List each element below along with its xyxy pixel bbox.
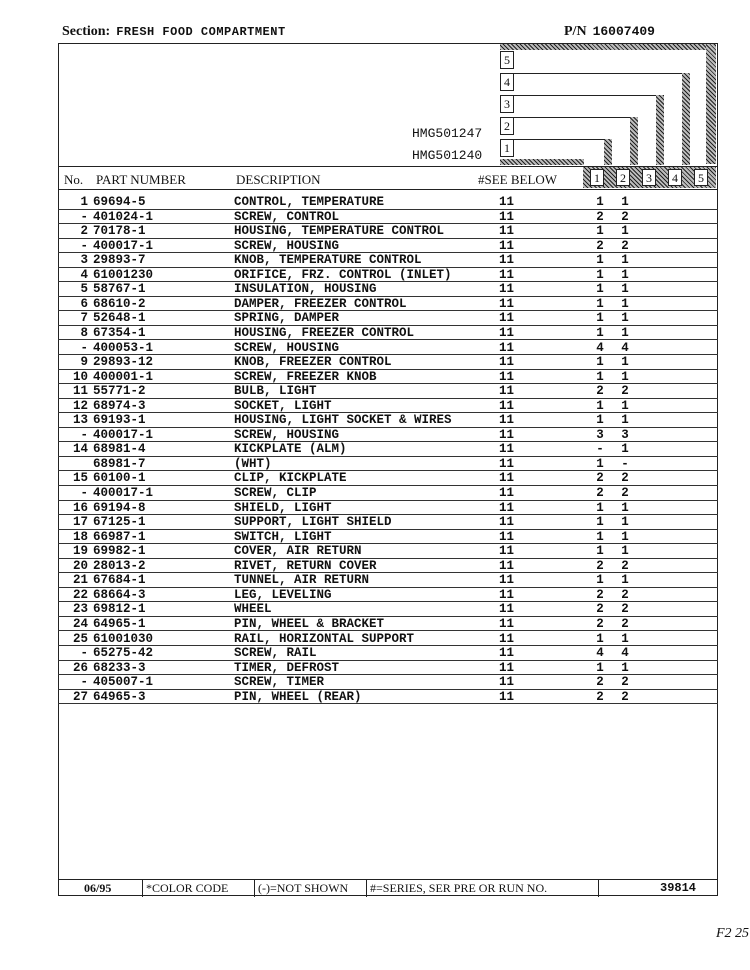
row-series: 11 — [499, 355, 515, 370]
row-qty-series-1: 1 — [596, 573, 604, 588]
row-qty-series-1: 1 — [596, 631, 604, 646]
row-item-number: 20 — [72, 558, 88, 573]
row-part-number: 60100-1 — [93, 471, 146, 486]
row-series: 11 — [499, 282, 515, 297]
table-row — [58, 661, 718, 676]
footer-not-shown: (-)=NOT SHOWN — [258, 881, 349, 895]
row-qty-series-2: 1 — [621, 398, 629, 413]
row-qty-series-1: 1 — [596, 267, 604, 282]
section-heading — [62, 24, 286, 40]
table-row — [58, 632, 718, 647]
row-series: 11 — [499, 325, 515, 340]
row-qty-series-1: 1 — [596, 456, 604, 471]
row-item-number: - — [80, 675, 88, 690]
row-qty-series-1: 2 — [596, 616, 604, 631]
row-qty-series-1: 4 — [596, 646, 604, 661]
series-box-4: 4 — [500, 73, 514, 91]
row-qty-series-1: 2 — [596, 675, 604, 690]
row-part-number: 68974-3 — [93, 398, 146, 413]
row-qty-series-2: 1 — [621, 660, 629, 675]
row-item-number: 18 — [72, 529, 88, 544]
row-qty-series-2: 2 — [621, 558, 629, 573]
row-description: RAIL, HORIZONTAL SUPPORT — [234, 631, 415, 646]
row-item-number: 7 — [80, 311, 88, 326]
row-qty-series-1: 1 — [596, 311, 604, 326]
row-description: SCREW, FREEZER KNOB — [234, 369, 377, 384]
series-box-1: 1 — [500, 139, 514, 157]
row-item-number: 4 — [80, 267, 88, 282]
table-row — [58, 210, 718, 225]
table-row — [58, 326, 718, 341]
row-series: 11 — [499, 616, 515, 631]
col-header-description: DESCRIPTION — [236, 172, 321, 187]
row-part-number: 68981-7 — [93, 456, 146, 471]
row-part-number: 29893-12 — [93, 355, 154, 370]
row-part-number: 400017-1 — [93, 427, 154, 442]
footer-divider — [254, 880, 255, 897]
row-series: 11 — [499, 384, 515, 399]
row-series: 11 — [499, 515, 515, 530]
series-step-line — [514, 117, 634, 118]
row-series: 11 — [499, 500, 515, 515]
row-qty-series-2: 1 — [621, 413, 629, 428]
table-row — [58, 370, 718, 385]
row-part-number: 69193-1 — [93, 413, 146, 428]
row-item-number: 12 — [72, 398, 88, 413]
row-description: BULB, LIGHT — [234, 384, 317, 399]
series-step-line — [514, 95, 660, 96]
row-qty-series-2: 1 — [621, 369, 629, 384]
table-row — [58, 195, 718, 210]
row-part-number: 400017-1 — [93, 486, 154, 500]
row-item-number: 25 — [72, 631, 88, 646]
row-qty-series-1: 1 — [596, 529, 604, 544]
row-part-number: 68610-2 — [93, 296, 146, 311]
table-row — [58, 297, 718, 312]
row-part-number: 67125-1 — [93, 515, 146, 530]
row-qty-series-1: 2 — [596, 486, 604, 500]
series-step-line — [514, 139, 610, 140]
row-description: HOUSING, FREEZER CONTROL — [234, 325, 415, 340]
row-part-number: 70178-1 — [93, 224, 146, 239]
row-part-number: 58767-1 — [93, 282, 146, 297]
row-part-number: 67354-1 — [93, 325, 146, 340]
row-series: 11 — [499, 558, 515, 573]
row-description: LEG, LEVELING — [234, 587, 332, 602]
series-col-3: 3 — [642, 169, 656, 186]
row-series: 11 — [499, 689, 515, 704]
series-graphic-right-band — [706, 44, 716, 164]
row-part-number: 69812-1 — [93, 602, 146, 617]
row-item-number: 5 — [80, 282, 88, 297]
row-series: 11 — [499, 369, 515, 384]
section-value: FRESH FOOD COMPARTMENT — [116, 25, 286, 39]
col-header-part-number: PART NUMBER — [96, 172, 186, 187]
table-row — [58, 239, 718, 254]
row-item-number: 14 — [72, 442, 88, 457]
row-qty-series-2: 4 — [621, 646, 629, 661]
row-qty-series-2: 1 — [621, 195, 629, 209]
table-row — [58, 486, 718, 501]
row-qty-series-1: 2 — [596, 602, 604, 617]
row-part-number: 400017-1 — [93, 238, 154, 253]
row-series: 11 — [499, 602, 515, 617]
row-item-number: - — [80, 209, 88, 224]
corner-mark: F2 25 — [716, 926, 750, 941]
series-graphic-bottom-band — [500, 159, 584, 165]
row-description: ORIFICE, FRZ. CONTROL (INLET) — [234, 267, 452, 282]
row-description: DAMPER, FREEZER CONTROL — [234, 296, 407, 311]
row-qty-series-2: 2 — [621, 587, 629, 602]
row-qty-series-2: 1 — [621, 529, 629, 544]
row-series: 11 — [499, 529, 515, 544]
table-row — [58, 690, 718, 705]
table-row — [58, 588, 718, 603]
footer-bar — [58, 879, 718, 897]
table-row — [58, 530, 718, 545]
row-part-number: 64965-1 — [93, 616, 146, 631]
model-number: HMG501240 — [412, 148, 483, 163]
row-series: 11 — [499, 413, 515, 428]
row-qty-series-1: 1 — [596, 660, 604, 675]
row-qty-series-1: 1 — [596, 195, 604, 209]
row-qty-series-1: 2 — [596, 558, 604, 573]
series-col-1: 1 — [590, 169, 604, 186]
row-item-number: 1 — [80, 195, 88, 209]
row-qty-series-1: 1 — [596, 296, 604, 311]
row-item-number: 23 — [72, 602, 88, 617]
row-series: 11 — [499, 544, 515, 559]
row-item-number: 10 — [72, 369, 88, 384]
row-description: TIMER, DEFROST — [234, 660, 340, 675]
row-qty-series-2: 1 — [621, 515, 629, 530]
table-row — [58, 341, 718, 356]
row-item-number: 6 — [80, 296, 88, 311]
row-series: 11 — [499, 296, 515, 311]
section-label: Section: — [62, 24, 111, 39]
table-row — [58, 646, 718, 661]
row-item-number: 16 — [72, 500, 88, 515]
row-qty-series-2: 2 — [621, 384, 629, 399]
row-description: COVER, AIR RETURN — [234, 544, 362, 559]
series-step-bar — [682, 73, 690, 165]
series-col-2: 2 — [616, 169, 630, 186]
row-qty-series-2: 1 — [621, 282, 629, 297]
row-description: SUPPORT, LIGHT SHIELD — [234, 515, 392, 530]
part-number-heading — [564, 24, 655, 40]
row-item-number: 19 — [72, 544, 88, 559]
row-series: 11 — [499, 587, 515, 602]
row-part-number: 401024-1 — [93, 209, 154, 224]
row-part-number: 69694-5 — [93, 195, 146, 209]
row-item-number: 8 — [80, 325, 88, 340]
table-row — [58, 224, 718, 239]
table-row — [58, 268, 718, 283]
row-description: SCREW, RAIL — [234, 646, 317, 661]
row-item-number: - — [80, 427, 88, 442]
model-number: HMG501247 — [412, 126, 483, 141]
table-row — [58, 428, 718, 443]
row-qty-series-1: 1 — [596, 369, 604, 384]
row-qty-series-1: 1 — [596, 500, 604, 515]
row-series: 11 — [499, 442, 515, 457]
row-part-number: 68233-3 — [93, 660, 146, 675]
row-part-number: 61001030 — [93, 631, 154, 646]
row-qty-series-2: 1 — [621, 267, 629, 282]
row-series: 11 — [499, 675, 515, 690]
table-row — [58, 515, 718, 530]
row-description: SCREW, TIMER — [234, 675, 325, 690]
header-rule-bottom — [58, 189, 718, 190]
row-item-number: 26 — [72, 660, 88, 675]
row-qty-series-2: 1 — [621, 573, 629, 588]
row-description: HOUSING, LIGHT SOCKET & WIRES — [234, 413, 452, 428]
row-item-number: 15 — [72, 471, 88, 486]
row-qty-series-2: 2 — [621, 675, 629, 690]
header-rule-top — [58, 166, 718, 167]
table-row — [58, 253, 718, 268]
series-step-bar — [630, 117, 638, 165]
row-description: PIN, WHEEL (REAR) — [234, 689, 362, 704]
row-description: SCREW, HOUSING — [234, 427, 340, 442]
table-row — [58, 384, 718, 399]
row-qty-series-2: 1 — [621, 631, 629, 646]
row-series: 11 — [499, 631, 515, 646]
row-qty-series-2: 2 — [621, 616, 629, 631]
row-qty-series-2: 1 — [621, 500, 629, 515]
footer-series-note: #=SERIES, SER PRE OR RUN NO. — [370, 881, 548, 895]
row-description: SWITCH, LIGHT — [234, 529, 332, 544]
row-qty-series-2: 3 — [621, 427, 629, 442]
row-qty-series-1: 3 — [596, 427, 604, 442]
row-series: 11 — [499, 311, 515, 326]
table-row — [58, 413, 718, 428]
table-row — [58, 675, 718, 690]
row-qty-series-1: 1 — [596, 544, 604, 559]
row-part-number: 69194-8 — [93, 500, 146, 515]
table-row — [58, 573, 718, 588]
row-description: KNOB, FREEZER CONTROL — [234, 355, 392, 370]
footer-divider — [366, 880, 367, 897]
row-qty-series-2: 2 — [621, 486, 629, 500]
row-description: HOUSING, TEMPERATURE CONTROL — [234, 224, 445, 239]
row-description: SHIELD, LIGHT — [234, 500, 332, 515]
table-row — [58, 442, 718, 457]
row-qty-series-2: 1 — [621, 442, 629, 457]
row-description: CONTROL, TEMPERATURE — [234, 195, 385, 209]
row-part-number: 68664-3 — [93, 587, 146, 602]
row-part-number: 64965-3 — [93, 689, 146, 704]
row-series: 11 — [499, 224, 515, 239]
row-description: PIN, WHEEL & BRACKET — [234, 616, 385, 631]
series-box-3: 3 — [500, 95, 514, 113]
row-series: 11 — [499, 398, 515, 413]
row-series: 11 — [499, 660, 515, 675]
row-item-number: 2 — [80, 224, 88, 239]
row-qty-series-1: 1 — [596, 515, 604, 530]
row-part-number: 400053-1 — [93, 340, 154, 355]
row-qty-series-2: 1 — [621, 355, 629, 370]
row-description: INSULATION, HOUSING — [234, 282, 377, 297]
row-qty-series-2: 1 — [621, 253, 629, 268]
row-description: RIVET, RETURN COVER — [234, 558, 377, 573]
row-qty-series-1: 1 — [596, 398, 604, 413]
row-item-number: 9 — [80, 355, 88, 370]
footer-page-number: 39814 — [660, 881, 697, 895]
row-qty-series-1: - — [596, 442, 604, 457]
row-part-number: 405007-1 — [93, 675, 154, 690]
row-description: CLIP, KICKPLATE — [234, 471, 347, 486]
row-item-number: 17 — [72, 515, 88, 530]
row-qty-series-2: 2 — [621, 471, 629, 486]
row-series: 11 — [499, 340, 515, 355]
row-qty-series-1: 2 — [596, 689, 604, 704]
table-row — [58, 501, 718, 516]
row-item-number: - — [80, 646, 88, 661]
table-row — [58, 311, 718, 326]
row-series: 11 — [499, 427, 515, 442]
pn-label: P/N — [564, 24, 587, 39]
row-series: 11 — [499, 471, 515, 486]
row-qty-series-2: 1 — [621, 325, 629, 340]
row-qty-series-1: 2 — [596, 471, 604, 486]
row-description: SCREW, HOUSING — [234, 340, 340, 355]
row-item-number: 21 — [72, 573, 88, 588]
series-box-5: 5 — [500, 51, 514, 69]
row-item-number: - — [80, 486, 88, 500]
row-part-number: 67684-1 — [93, 573, 146, 588]
row-qty-series-1: 2 — [596, 209, 604, 224]
table-row — [58, 471, 718, 486]
row-description: TUNNEL, AIR RETURN — [234, 573, 370, 588]
row-item-number: 13 — [72, 413, 88, 428]
series-box-2: 2 — [500, 117, 514, 135]
row-qty-series-1: 2 — [596, 384, 604, 399]
col-header-see-below: #SEE BELOW — [478, 172, 558, 187]
footer-divider — [142, 880, 143, 897]
row-series: 11 — [499, 486, 515, 500]
row-item-number: - — [80, 340, 88, 355]
row-part-number: 29893-7 — [93, 253, 146, 268]
row-qty-series-1: 1 — [596, 325, 604, 340]
table-row — [58, 355, 718, 370]
row-qty-series-1: 1 — [596, 355, 604, 370]
row-part-number: 68981-4 — [93, 442, 146, 457]
row-series: 11 — [499, 456, 515, 471]
row-qty-series-2: 2 — [621, 238, 629, 253]
row-qty-series-1: 2 — [596, 587, 604, 602]
row-part-number: 69982-1 — [93, 544, 146, 559]
row-description: SPRING, DAMPER — [234, 311, 340, 326]
series-col-5: 5 — [694, 169, 708, 186]
series-step-line — [514, 73, 686, 74]
row-item-number: 3 — [80, 253, 88, 268]
row-description: WHEEL — [234, 602, 272, 617]
row-qty-series-2: - — [621, 456, 629, 471]
row-qty-series-2: 1 — [621, 224, 629, 239]
series-step-bar — [656, 95, 664, 165]
footer-date: 06/95 — [84, 881, 112, 895]
row-part-number: 55771-2 — [93, 384, 146, 399]
table-row — [58, 282, 718, 297]
row-description: SOCKET, LIGHT — [234, 398, 332, 413]
row-qty-series-2: 4 — [621, 340, 629, 355]
row-item-number: 22 — [72, 587, 88, 602]
row-series: 11 — [499, 253, 515, 268]
row-description: SCREW, CLIP — [234, 486, 317, 500]
row-series: 11 — [499, 267, 515, 282]
row-item-number: 27 — [72, 689, 88, 704]
col-header-no: No. — [64, 172, 84, 187]
table-row — [58, 457, 718, 472]
row-part-number: 52648-1 — [93, 311, 146, 326]
row-description: KICKPLATE (ALM) — [234, 442, 347, 457]
series-graphic-top-band — [500, 44, 716, 50]
row-qty-series-1: 2 — [596, 238, 604, 253]
row-item-number: 11 — [72, 384, 88, 399]
row-description: SCREW, HOUSING — [234, 238, 340, 253]
row-qty-series-2: 1 — [621, 311, 629, 326]
pn-value: 16007409 — [592, 24, 655, 39]
series-col-4: 4 — [668, 169, 682, 186]
row-description: KNOB, TEMPERATURE CONTROL — [234, 253, 422, 268]
row-qty-series-2: 2 — [621, 209, 629, 224]
footer-divider — [598, 880, 599, 897]
table-row — [58, 602, 718, 617]
row-series: 11 — [499, 238, 515, 253]
row-item-number: 24 — [72, 616, 88, 631]
row-part-number: 66987-1 — [93, 529, 146, 544]
row-series: 11 — [499, 209, 515, 224]
table-row — [58, 617, 718, 632]
row-item-number: - — [80, 238, 88, 253]
row-description: (WHT) — [234, 456, 272, 471]
table-row — [58, 559, 718, 574]
row-qty-series-1: 4 — [596, 340, 604, 355]
row-part-number: 65275-42 — [93, 646, 154, 661]
row-series: 11 — [499, 195, 515, 209]
row-qty-series-2: 2 — [621, 689, 629, 704]
table-row — [58, 399, 718, 414]
row-qty-series-1: 1 — [596, 413, 604, 428]
row-series: 11 — [499, 646, 515, 661]
series-step-bar — [604, 139, 612, 165]
row-series: 11 — [499, 573, 515, 588]
row-qty-series-2: 1 — [621, 296, 629, 311]
row-qty-series-2: 1 — [621, 544, 629, 559]
row-qty-series-1: 1 — [596, 253, 604, 268]
row-description: SCREW, CONTROL — [234, 209, 340, 224]
row-qty-series-1: 1 — [596, 224, 604, 239]
table-row — [58, 544, 718, 559]
row-part-number: 28013-2 — [93, 558, 146, 573]
row-part-number: 400001-1 — [93, 369, 154, 384]
row-qty-series-2: 2 — [621, 602, 629, 617]
row-qty-series-1: 1 — [596, 282, 604, 297]
row-part-number: 61001230 — [93, 267, 154, 282]
footer-color-code: *COLOR CODE — [146, 881, 229, 895]
